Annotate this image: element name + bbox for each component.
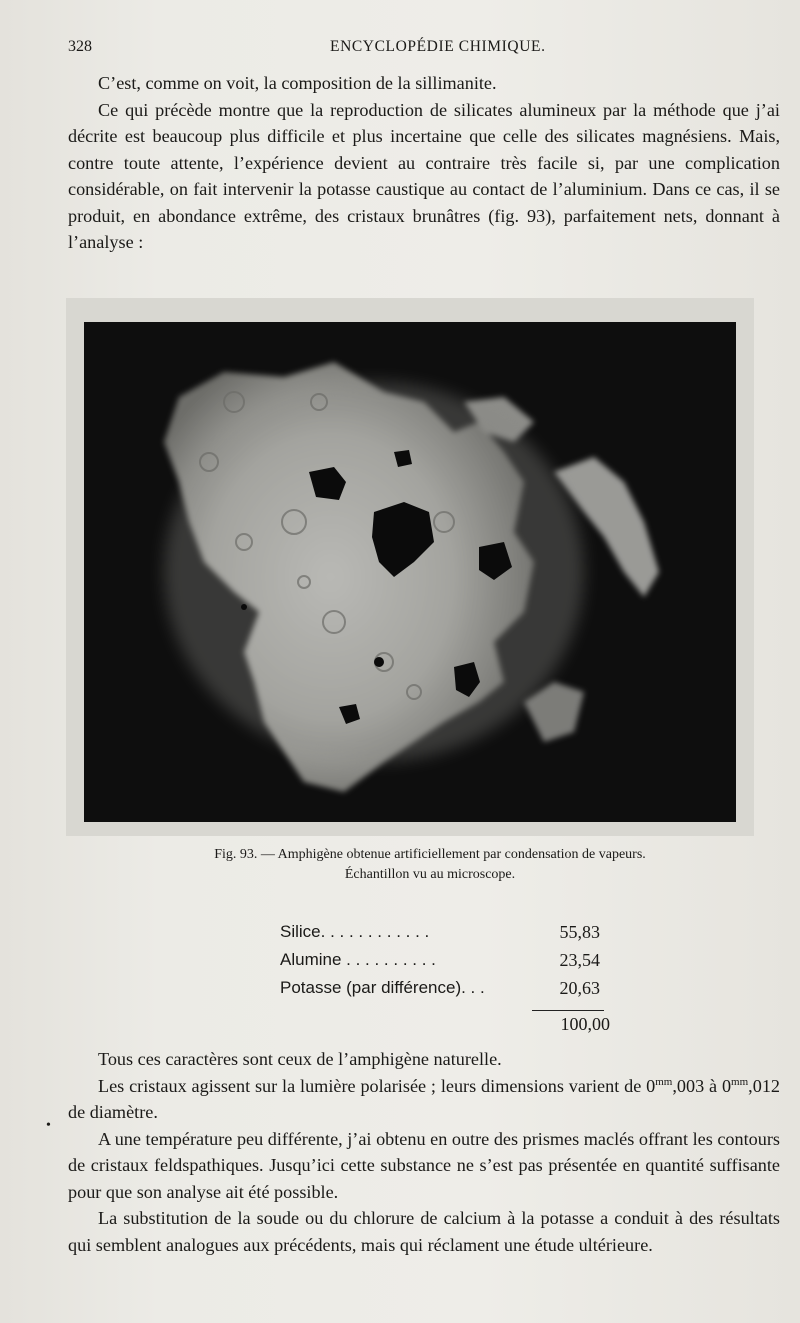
caption-line-2: Échantillon vu au microscope. (344, 867, 516, 882)
row-label: Silice. . . . . . . . . . . . (280, 922, 430, 941)
body-text-bottom (68, 1046, 780, 1258)
caption-line-1: Fig. 93. — Amphigène obtenue artificiellement par condensation de vapeurs. (214, 847, 646, 862)
paragraph-amphigene: Tous ces caractères sont ceux de l’amphigène naturelle. (98, 1049, 502, 1069)
analysis-total: 100,00 (560, 1014, 610, 1034)
body-text-top (68, 70, 780, 256)
analysis-row (280, 922, 610, 948)
row-value: 20,63 (559, 978, 600, 998)
row-label: Alumine . . . . . . . . . . (280, 950, 436, 969)
running-title: ENCYCLOPÉDIE CHIMIQUE. (330, 38, 546, 55)
page-number: 328 (68, 38, 92, 55)
micrograph-photo (84, 322, 736, 822)
sum-rule (532, 1010, 604, 1011)
paragraph-prismes: A une température peu différente, j’ai obtenu en outre des prismes maclés offrant les contours de cristaux feldspathiques. Jusqu’ici cette substance ne s’est pas présentée en quantité suffisante pour que son analyse ait été possible. (68, 1128, 780, 1202)
paragraph-silicates: Ce qui précède montre que la reproduction de silicates alumineux par la méthode que j’ai décrite est beaucoup plus difficile et plus incertaine que celle des silicates magnésiens. Mais, contre toute attente, l’expérience devient au contraire très facile si, par une complication considérable, on fait intervenir la potasse caustique au contact de l’aluminium. Dans ce cas, il se produit, en abondance extrême, des cristaux brunâtres (fig. 93), parfaitement nets, donnant à l’analyse : (68, 99, 780, 252)
analysis-row (280, 978, 610, 1004)
figure-caption (150, 845, 710, 885)
paragraph-sillimanite: C’est, comme on voit, la composition de la sillimanite. (98, 73, 497, 93)
paragraph-substitution: La substitution de la soude ou du chlorure de calcium à la potasse a conduit à des résultats qui semblent analogues aux précédents, mais qui réclament une étude ultérieure. (68, 1208, 780, 1255)
row-value: 23,54 (559, 950, 600, 970)
running-head (0, 38, 800, 60)
paragraph-dimensions: Les cristaux agissent sur la lumière polarisée ; leurs dimensions varient de $0^{mm},003$ à $0^{mm},012$ de diamètre. (68, 1075, 780, 1122)
analysis-row (280, 950, 610, 976)
row-label: Potasse (par différence). . . (280, 978, 485, 997)
figure-plate (66, 298, 754, 836)
row-value: 55,83 (559, 922, 600, 942)
faint-halo (164, 382, 584, 762)
margin-dot: • (46, 1118, 51, 1133)
